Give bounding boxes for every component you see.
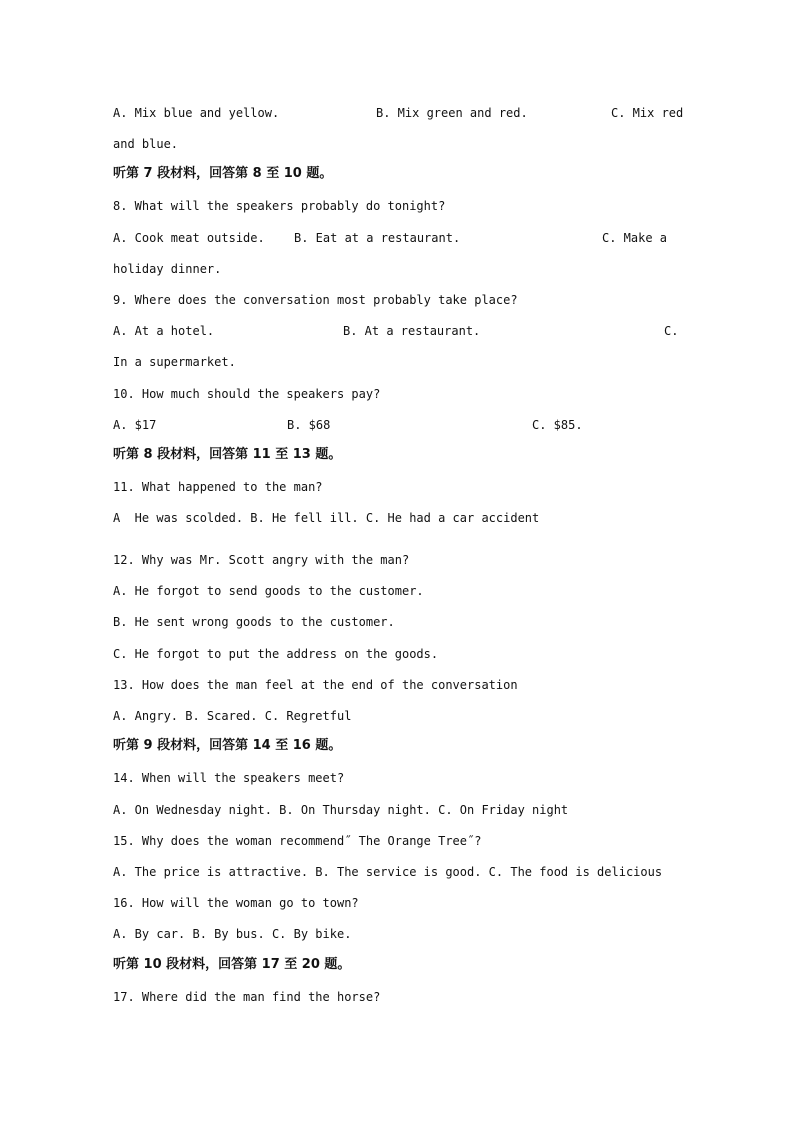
q17-question: 17. Where did the man find the horse?	[113, 990, 381, 1004]
q13-options: A. Angry. B. Scared. C. Regretful	[113, 709, 352, 723]
q14-question: 14. When will the speakers meet?	[113, 771, 345, 785]
q9-question: 9. Where does the conversation most probably take place?	[113, 293, 518, 307]
q7-option-c: C. Mix red	[611, 106, 684, 120]
q12-question: 12. Why was Mr. Scott angry with the man?	[113, 553, 410, 567]
section-9-heading: 听第 9 段材料，回答第 14 至 16 题。	[113, 738, 342, 753]
q10-option-b: B. $68	[287, 418, 331, 432]
q8-question: 8. What will the speakers probably do tonight?	[113, 199, 446, 213]
q7-option-b: B. Mix green and red.	[376, 106, 528, 120]
q8-option-b: B. Eat at a restaurant.	[294, 231, 461, 245]
q13-question: 13. How does the man feel at the end of the conversation	[113, 678, 518, 692]
q10-option-c: C. $85.	[532, 418, 583, 432]
q8-option-a: A. Cook meat outside.	[113, 231, 265, 245]
q7-option-c-continued: and blue.	[113, 137, 179, 151]
q10-option-a: A. $17	[113, 418, 157, 432]
q9-option-c-continued: In a supermarket.	[113, 355, 236, 369]
q16-options: A. By car. B. By bus. C. By bike.	[113, 927, 352, 941]
q7-option-a: A. Mix blue and yellow.	[113, 106, 280, 120]
q12-option-c: C. He forgot to put the address on the goods.	[113, 647, 439, 661]
q9-option-b: B. At a restaurant.	[343, 324, 481, 338]
section-10-heading: 听第 10 段材料，回答第 17 至 20 题。	[113, 957, 351, 972]
q11-question: 11. What happened to the man?	[113, 480, 323, 494]
q15-question: 15. Why does the woman recommend˝ The Orange Tree˝?	[113, 834, 482, 848]
q11-options: A He was scolded. B. He fell ill. C. He had a car accident	[113, 511, 540, 525]
q8-option-c: C. Make a	[602, 231, 668, 245]
q12-option-b: B. He sent wrong goods to the customer.	[113, 615, 395, 629]
section-7-heading: 听第 7 段材料，回答第 8 至 10 题。	[113, 166, 333, 181]
q12-option-a: A. He forgot to send goods to the customer.	[113, 584, 424, 598]
q14-options: A. On Wednesday night. B. On Thursday night. C. On Friday night	[113, 803, 569, 817]
q9-option-c: C.	[664, 324, 679, 338]
q8-option-c-continued: holiday dinner.	[113, 262, 222, 276]
q10-question: 10. How much should the speakers pay?	[113, 387, 381, 401]
q16-question: 16. How will the woman go to town?	[113, 896, 359, 910]
q9-option-a: A. At a hotel.	[113, 324, 215, 338]
section-8-heading: 听第 8 段材料，回答第 11 至 13 题。	[113, 447, 342, 462]
q15-options: A. The price is attractive. B. The service is good. C. The food is delicious	[113, 865, 663, 879]
